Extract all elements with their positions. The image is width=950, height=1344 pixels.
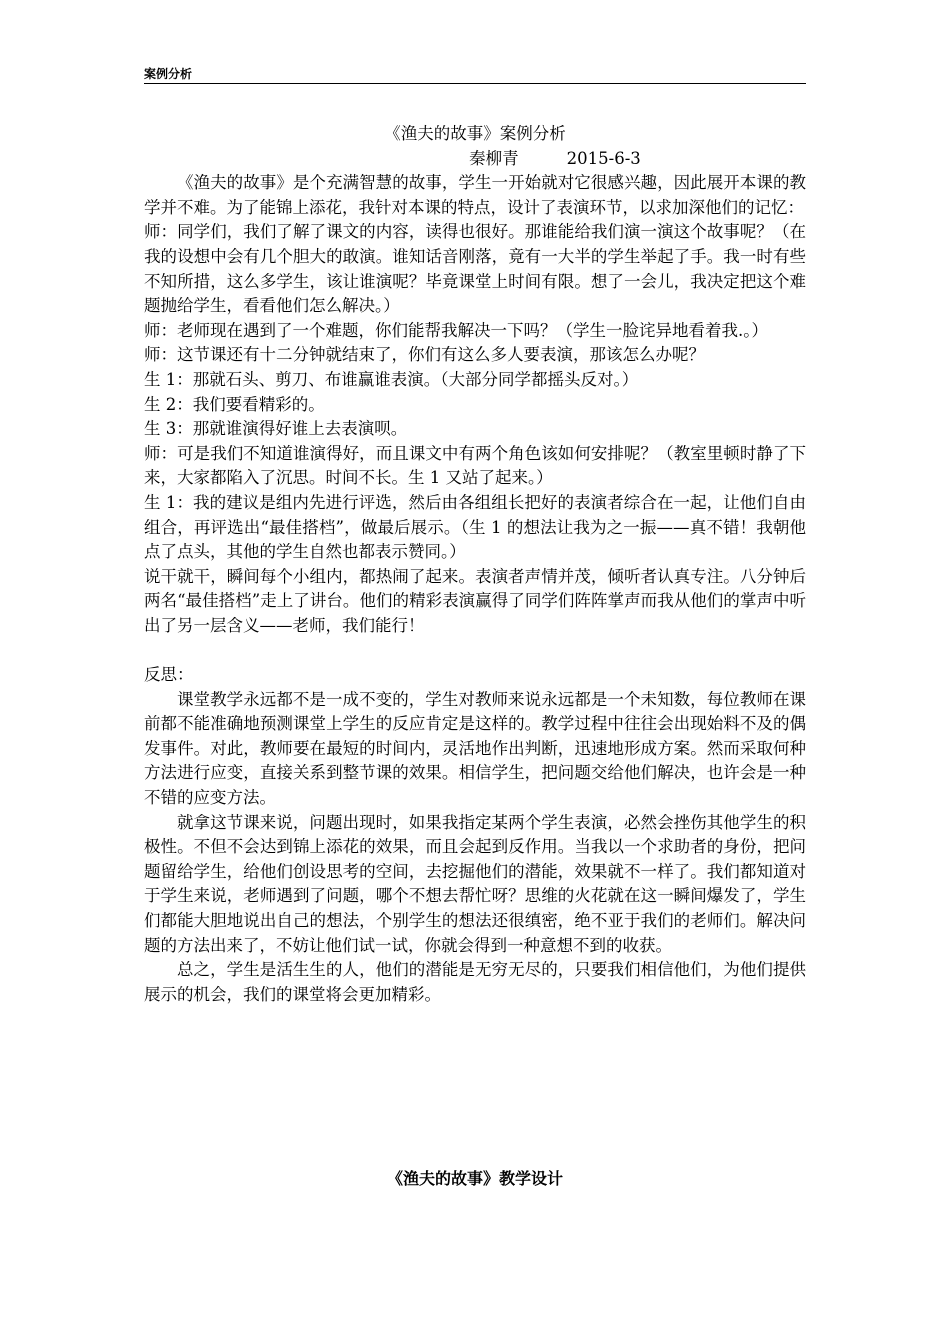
paragraph: 师：同学们，我们了解了课文的内容，读得也很好。那谁能给我们演一演这个故事呢？（在我的设想中会有几个胆大的敢演。谁知话音刚落，竟有一大半的学生举起了手。我一时有些不知所措，这么多学生，该让谁演呢？毕竟课堂上时间有限。想了一会儿，我决定把这个难题抛给学生，看看他们怎么解决。） [144, 222, 806, 316]
paragraph: 师：这节课还有十二分钟就结束了，你们有这么多人要表演，那该怎么办呢？ [144, 345, 705, 365]
paragraph: 生 1：那就石头、剪刀、布谁赢谁表演。（大部分同学都摇头反对。） [144, 369, 639, 389]
reflection-heading: 反思： [144, 665, 194, 685]
paragraph: 生 1：我的建议是组内先进行评选，然后由各组组长把好的表演者综合在一起，让他们自由组合，再评选出“最佳搭档”，做最后展示。（生 1 的想法让我为之一振——真不错！我朝他点了点头，其他的学生自然也都表示赞同。） [144, 492, 806, 562]
reflection-paragraph: 课堂教学永远都不是一成不变的，学生对教师来说永远都是一个未知数，每位教师在课前都不能准确地预测课堂上学生的反应肯定是这样的。教学过程中往往会出现始料不及的偶发事件。对此，教师要在最短的时间内，灵活地作出判断，迅速地形成方案。然而采取何种方法进行应变，直接关系到整节课的效果。相信学生，把问题交给他们解决，也许会是一种不错的应变方法。 [144, 689, 806, 808]
blank-line [144, 638, 806, 663]
next-section-title: 《渔夫的故事》教学设计 [386, 1169, 563, 1188]
document-title: 《渔夫的故事》案例分析 [384, 124, 566, 143]
document-date: 2015-6-3 [566, 148, 641, 168]
paragraph: 师：可是我们不知道谁演得好，而且课文中有两个角色该如何安排呢？（教室里顿时静了下来，大家都陷入了沉思。时间不长。生 1 又站了起来。） [144, 443, 806, 488]
paragraph: 《渔夫的故事》是个充满智慧的故事，学生一开始就对它很感兴趣，因此展开本课的教学并不难。为了能锦上添花，我针对本课的特点，设计了表演环节，以求加深他们的记忆： [144, 173, 806, 217]
reflection-paragraph: 就拿这节课来说，问题出现时，如果我指定某两个学生表演，必然会挫伤其他学生的积极性。不但不会达到锦上添花的效果，而且会起到反作用。当我以一个求助者的身份，把问题留给学生，给他们创设思考的空间，去挖掘他们的潜能，效果就不一样了。我们都知道对于学生来说，老师遇到了问题，哪个不想去帮忙呀？思维的火花就在这一瞬间爆发了，学生们都能大胆地说出自己的想法，个别学生的想法还很缜密，绝不亚于我们的老师们。解决问题的方法出来了，不妨让他们试一试，你就会得到一种意想不到的收获。 [144, 812, 806, 955]
reflection-paragraph: 总之，学生是活生生的人，他们的潜能是无穷无尽的，只要我们相信他们，为他们提供展示的机会，我们的课堂将会更加精彩。 [144, 960, 806, 1004]
paragraph: 说干就干，瞬间每个小组内，都热闹了起来。表演者声情并茂，倾听者认真专注。八分钟后两名“最佳搭档”走上了讲台。他们的精彩表演赢得了同学们阵阵掌声而我从他们的掌声中听出了另一层含义——老师，我们能行！ [144, 566, 806, 635]
header-label: 案例分析 [144, 67, 193, 81]
page-header [144, 66, 806, 84]
document-body [144, 122, 806, 1007]
author-name: 秦柳青 [469, 148, 519, 168]
paragraph: 生 3：那就谁演得好谁上去表演呗。 [144, 419, 408, 439]
paragraph: 生 2：我们要看精彩的。 [144, 394, 325, 414]
paragraph: 师：老师现在遇到了一个难题，你们能帮我解决一下吗？（学生一脸诧异地看着我.。） [144, 320, 768, 340]
byline [144, 147, 806, 172]
